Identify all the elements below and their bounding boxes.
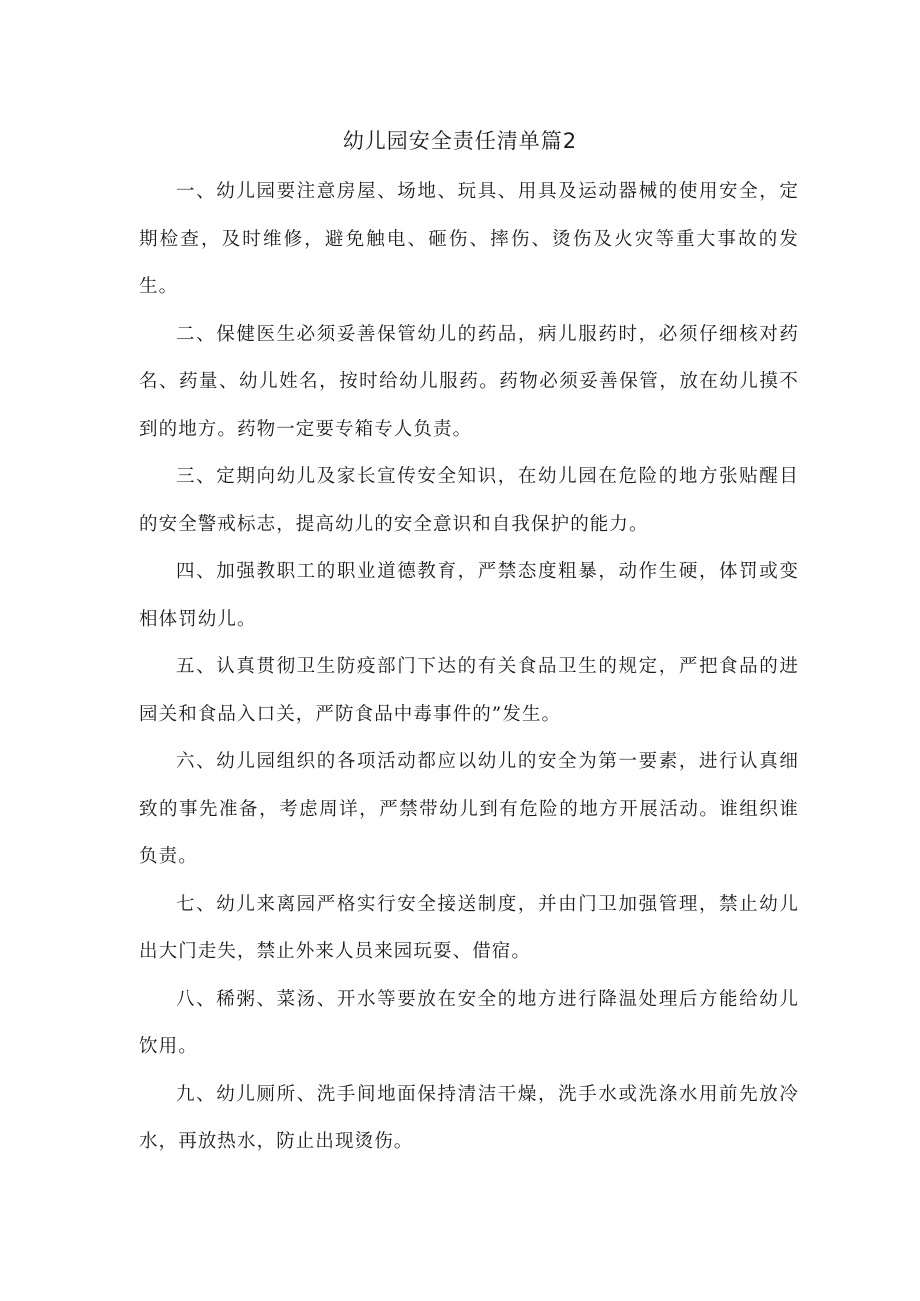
paragraph-3: 三、定期向幼儿及家长宣传安全知识，在幼儿园在危险的地方张贴醒目的安全警戒标志，提高幼儿的安全意识和自我保护的能力。 [139, 466, 799, 535]
document-title: 幼儿园安全责任清单篇2 [342, 129, 578, 153]
paragraph-5: 五、认真贯彻卫生防疫部门下达的有关食品卫生的规定，严把食品的进园关和食品入口关，严防食品中毒事件的”发生。 [139, 656, 799, 725]
paragraph-4: 四、加强教职工的职业道德教育，严禁态度粗暴，动作生硬，体罚或变相体罚幼儿。 [139, 561, 799, 630]
paragraph-9: 九、幼儿厕所、洗手间地面保持清洁干燥，洗手水或洗涤水用前先放冷水，再放热水，防止出现烫伤。 [139, 1083, 799, 1152]
paragraph-7: 七、幼儿来离园严格实行安全接送制度，并由门卫加强管理，禁止幼儿出大门走失，禁止外来人员来园玩耍、借宿。 [139, 893, 799, 962]
paragraph-2: 二、保健医生必须妥善保管幼儿的药品，病儿服药时，必须仔细核对药名、药量、幼儿姓名，按时给幼儿服药。药物必须妥善保管，放在幼儿摸不到的地方。药物一定要专箱专人负责。 [139, 323, 799, 440]
paragraph-1: 一、幼儿园要注意房屋、场地、玩具、用具及运动器械的使用安全，定期检查，及时维修，避免触电、砸伤、摔伤、烫伤及火灾等重大事故的发生。 [139, 181, 799, 297]
document-body [139, 168, 799, 1166]
paragraph-6: 六、幼儿园组织的各项活动都应以幼儿的安全为第一要素，进行认真细致的事先准备，考虑周详，严禁带幼儿到有危险的地方开展活动。谁组织谁负责。 [139, 751, 799, 867]
paragraph-8: 八、稀粥、菜汤、开水等要放在安全的地方进行降温处理后方能给幼儿饮用。 [139, 988, 799, 1057]
